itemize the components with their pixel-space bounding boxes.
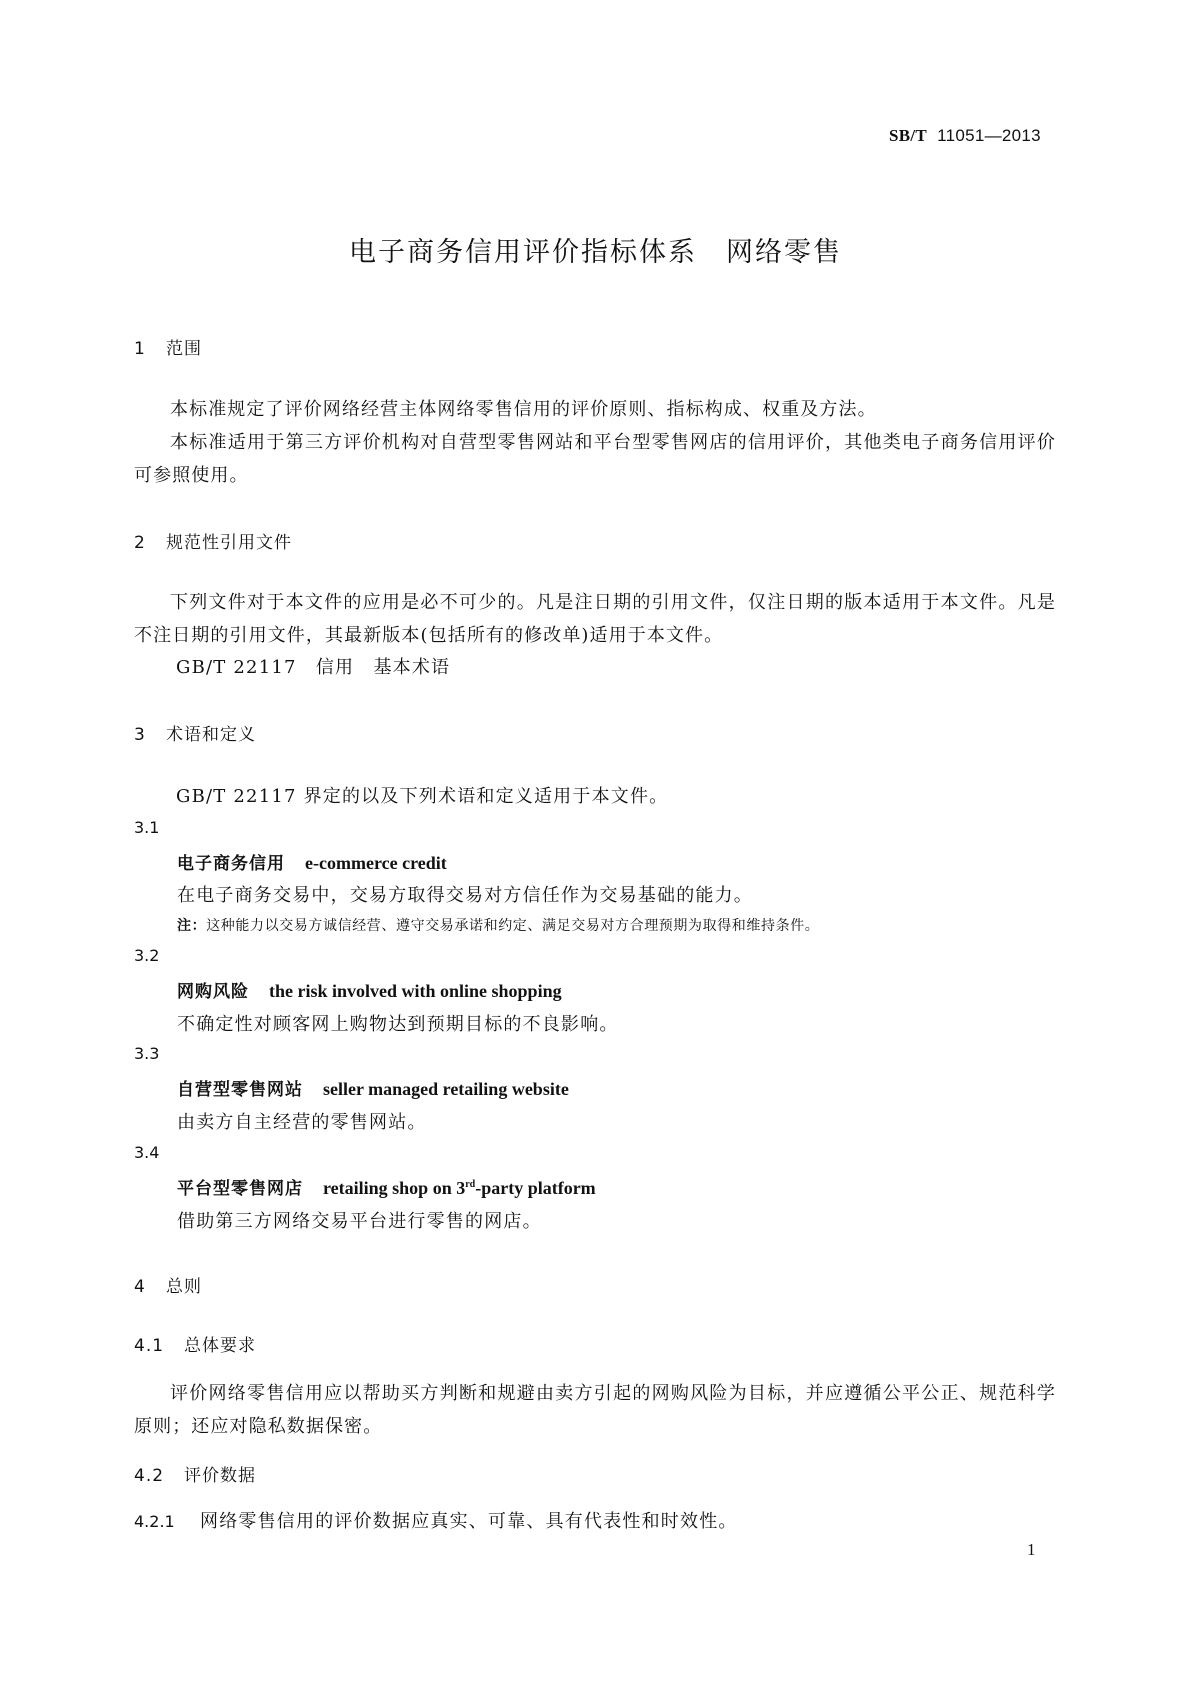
section-title: 范围 [166,339,202,359]
term-3-3 [177,1075,569,1100]
section-number: 4 [134,1277,146,1297]
term-3-4-definition: 借助第三方网络交易平台进行零售的网店。 [177,1211,542,1232]
clause-text: 网络零售信用的评价数据应真实、可靠、具有代表性和时效性。 [200,1511,738,1532]
normative-reference: GB/T 22117 信用 基本术语 [176,657,451,678]
section-2-paragraph-1: 下列文件对于本文件的应用是必不可少的。凡是注日期的引用文件，仅注日期的版本适用于本文件。凡是不注日期的引用文件，其最新版本(包括所有的修改单)适用于本文件。 [134,592,1056,646]
note-label: 注： [177,918,207,934]
term-3-1-number: 3.1 [134,818,160,837]
term-3-4-number: 3.4 [134,1143,160,1162]
document-title: 电子商务信用评价指标体系 网络零售 [349,237,842,268]
term-zh: 自营型零售网站 [177,1080,303,1100]
term-en: seller managed retailing website [323,1079,569,1099]
term-en-part: -party platform [475,1178,596,1198]
term-zh: 网购风险 [177,982,249,1002]
term-zh: 电子商务信用 [177,854,285,874]
term-zh: 平台型零售网店 [177,1179,303,1199]
section-number: 1 [134,339,146,359]
term-3-2-definition: 不确定性对顾客网上购物达到预期目标的不良影响。 [177,1014,619,1035]
term-en: e-commerce credit [305,853,447,873]
section-1-paragraph-1: 本标准规定了评价网络经营主体网络零售信用的评价原则、指标构成、权重及方法。 [170,399,877,420]
section-title: 总则 [166,1277,202,1297]
section-number: 4.2 [134,1466,165,1486]
section-title: 总体要求 [184,1336,256,1356]
standard-code [889,126,1041,146]
section-title: 评价数据 [184,1466,256,1486]
section-2-heading [134,528,292,553]
section-3-intro: GB/T 22117 界定的以及下列术语和定义适用于本文件。 [176,786,669,807]
standard-code-number: 11051—2013 [937,126,1041,145]
term-3-3-number: 3.3 [134,1044,160,1063]
section-number: 4.1 [134,1336,165,1356]
term-3-1 [177,849,447,874]
section-number: 3 [134,725,146,745]
section-4-1-heading [134,1331,256,1356]
term-en: the risk involved with online shopping [269,981,562,1001]
term-en [323,1178,596,1198]
page-number: 1 [1027,1540,1036,1559]
section-4-1-paragraph: 评价网络零售信用应以帮助买方判断和规避由卖方引起的网购风险为目标，并应遵循公平公正、规范科学原则；还应对隐私数据保密。 [134,1383,1056,1437]
term-3-1-definition: 在电子商务交易中，交易方取得交易对方信任作为交易基础的能力。 [177,885,753,906]
section-1-paragraph-2: 本标准适用于第三方评价机构对自营型零售网站和平台型零售网店的信用评价，其他类电子商务信用评价可参照使用。 [134,432,1056,486]
clause-number: 4.2.1 [134,1512,175,1531]
note-text: 这种能力以交易方诚信经营、遵守交易承诺和约定、满足交易对方合理预期为取得和维持条件。 [206,918,820,934]
term-3-2-number: 3.2 [134,946,160,965]
term-3-3-definition: 由卖方自主经营的零售网站。 [177,1112,427,1133]
section-1-heading [134,334,202,359]
term-3-1-note [177,915,819,935]
section-number: 2 [134,533,146,553]
clause-4-2-1 [134,1507,738,1533]
section-4-2-heading [134,1461,256,1486]
term-3-2 [177,977,562,1002]
term-en-superscript: rd [465,1179,476,1190]
section-3-heading [134,720,256,745]
term-en-part: retailing shop on 3 [323,1178,466,1198]
section-title: 规范性引用文件 [166,533,292,553]
standard-code-prefix: SB/T [889,126,928,145]
section-title: 术语和定义 [166,725,256,745]
section-4-heading [134,1272,202,1297]
term-3-4 [177,1174,596,1199]
